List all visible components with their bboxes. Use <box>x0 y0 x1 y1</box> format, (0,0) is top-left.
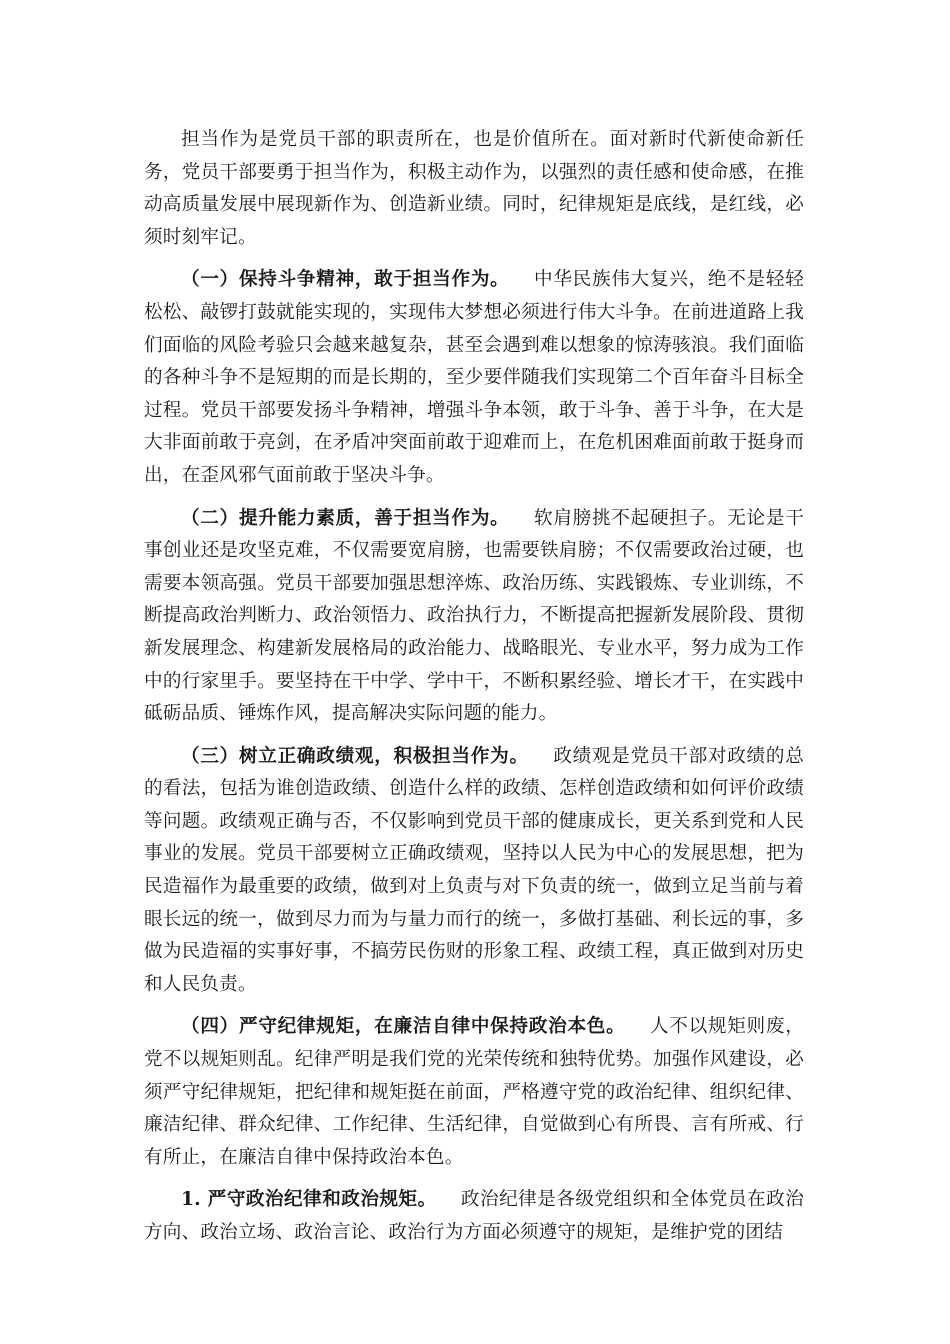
intro-paragraph: 担当作为是党员干部的职责所在，也是价值所在。面对新时代新使命新任务，党员干部要勇于担当作为，积极主动作为，以强烈的责任感和使命感，在推动高质量发展中展现新作为、创造新业绩。同时，纪律规矩是底线，是红线，必须时刻牢记。 <box>144 129 804 248</box>
section-3-heading: （三）树立正确政绩观，积极担当作为。 <box>181 745 529 767</box>
section-4-paragraph <box>144 1011 804 1174</box>
section-1-body: 中华民族伟大复兴，绝不是轻轻松松、敲锣打鼓就能实现的，实现伟大梦想必须进行伟大斗争。在前进道路上我们面临的风险考验只会越来越复杂，甚至会遇到难以想象的惊涛骇浪。我们面临的各种斗争不是短期的而是长期的，至少要伴随我们实现第二个百年奋斗目标全过程。党员干部要发扬斗争精神，增强斗争本领，敢于斗争、善于斗争，在大是大非面前敢于亮剑，在矛盾冲突面前敢于迎难而上，在危机困难面前敢于挺身而出，在歪风邪气面前敢于坚决斗争。 <box>144 269 804 486</box>
subsection-1-body: 政治纪律是各级党组织和全体党员在政治方向、政治立场、政治言论、政治行为方面必须遵守的规矩，是维护党的团结 <box>144 1189 804 1243</box>
section-3-paragraph <box>144 741 804 1002</box>
section-2-heading: （二）提升能力素质，善于担当作为。 <box>181 507 510 529</box>
section-1-heading: （一）保持斗争精神，敢于担当作为。 <box>181 269 510 291</box>
section-2-body: 软肩膀挑不起硬担子。无论是干事创业还是攻坚克难，不仅需要宽肩膀，也需要铁肩膀；不仅需要政治过硬，也需要本领高强。党员干部要加强思想淬炼、政治历练、实践锻炼、专业训练，不断提高政治判断力、政治领悟力、政治执行力，不断提高把握新发展阶段、贯彻新发展理念、构建新发展格局的政治能力、战略眼光、专业水平，努力成为工作中的行家里手。要坚持在干中学、学中干，不断积累经验、增长才干，在实践中砥砺品质、锤炼作风，提高解决实际问题的能力。 <box>144 507 804 725</box>
section-4-body: 人不以规矩则废，党不以规矩则乱。纪律严明是我们党的光荣传统和独特优势。加强作风建设，必须严守纪律规矩，把纪律和规矩挺在前面，严格遵守党的政治纪律、组织纪律、廉洁纪律、群众纪律、工作纪律、生活纪律，自觉做到心有所畏、言有所戒、行有所止，在廉洁自律中保持政治本色。 <box>144 1016 804 1168</box>
subsection-1-paragraph <box>144 1184 804 1249</box>
section-1-paragraph <box>144 264 804 492</box>
subsection-1-heading: 1. 严守政治纪律和政治规矩。 <box>181 1189 437 1211</box>
document-page <box>144 124 804 1260</box>
section-2-paragraph <box>144 503 804 731</box>
section-4-heading: （四）严守纪律规矩，在廉洁自律中保持政治本色。 <box>181 1016 626 1038</box>
section-3-body: 政绩观是党员干部对政绩的总的看法，包括为谁创造政绩、创造什么样的政绩、怎样创造政绩和如何评价政绩等问题。政绩观正确与否，不仅影响到党员干部的健康成长，更关系到党和人民事业的发展。党员干部要树立正确政绩观，坚持以人民为中心的发展思想，把为民造福作为最重要的政绩，做到对上负责与对下负责的统一，做到立足当前与着眼长远的统一，做到尽力而为与量力而行的统一，多做打基础、利长远的事，多做为民造福的实事好事，不搞劳民伤财的形象工程、政绩工程，真正做到对历史和人民负责。 <box>144 745 804 995</box>
